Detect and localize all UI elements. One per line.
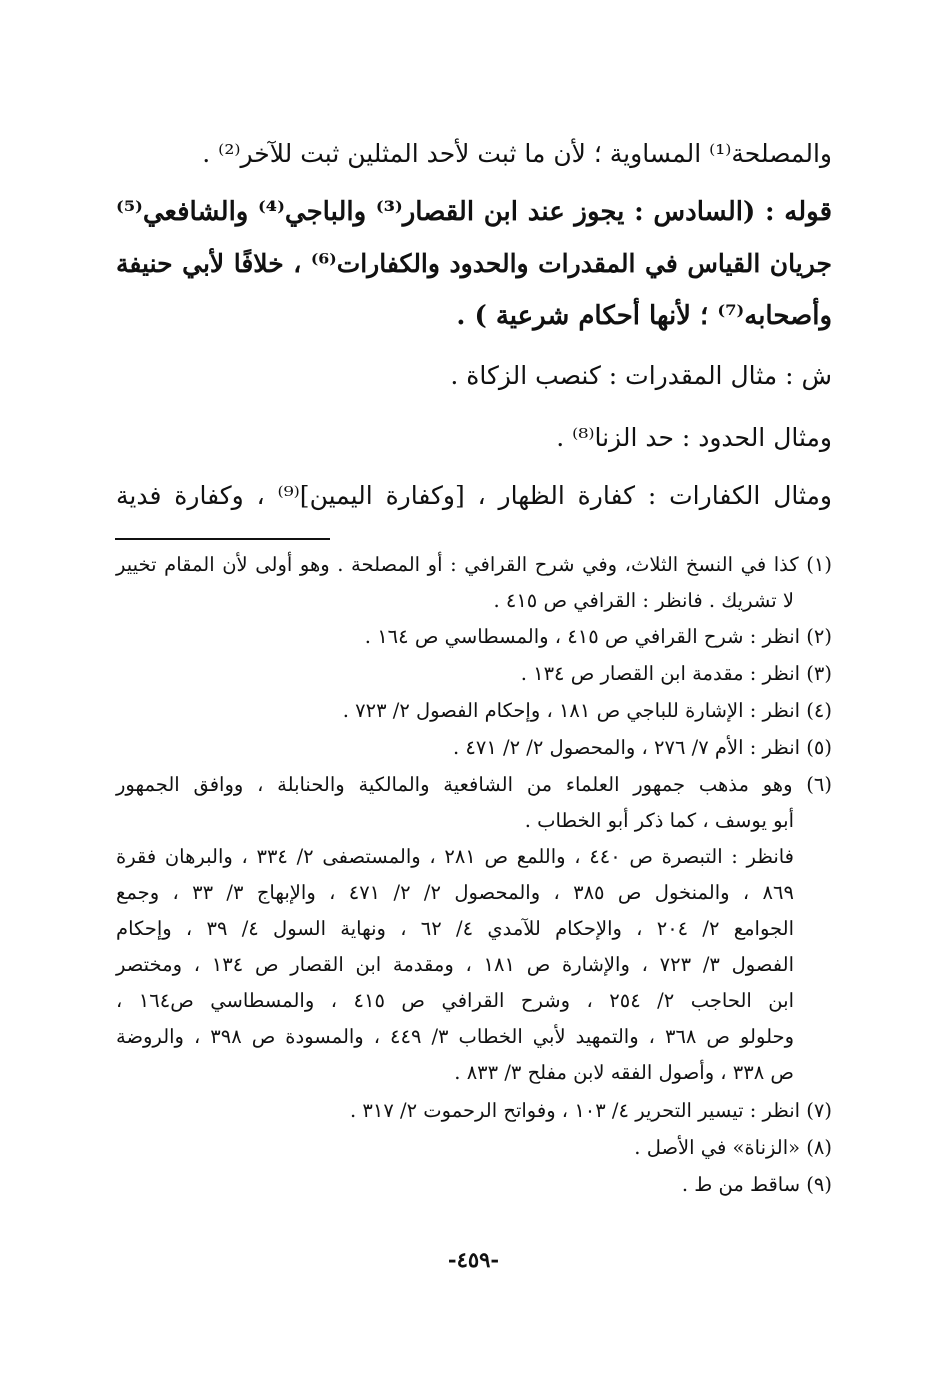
footnote-line: أبو يوسف ، كما ذكر أبو الخطاب . bbox=[524, 809, 794, 832]
footnote-line: لا تشريك . فانظر : القرافي ص ٤١٥ . bbox=[493, 589, 794, 612]
footnote-line: (٥) انظر : الأم ٧/ ٢٧٦ ، والمحصول ٢/ ٢/ ٤٧١ . bbox=[452, 736, 832, 759]
footnote-line: وحلولو ص ٣٦٨ ، والتمهيد لأبي الخطاب ٣/ ٤٤٩ ، والمسودة ص ٣٩٨ ، والروضة bbox=[116, 1025, 794, 1048]
footnote-line: (٧) انظر : تيسير التحرير ٤/ ١٠٣ ، وفواتح الرحموت ٢/ ٣١٧ . bbox=[350, 1099, 832, 1122]
footnote-divider bbox=[115, 538, 330, 540]
footnote-line: ٨٦٩ ، والمنخول ص ٣٨٥ ، والمحصول ٢/ ٢/ ٤٧١ ، والإبهاج ٣/ ٣٣ ، وجمع bbox=[116, 881, 794, 904]
page-number: -٤٥٩- bbox=[447, 1247, 500, 1272]
footnote-line: (٩) ساقط من ط . bbox=[681, 1173, 832, 1196]
quoted-text-line: وأصحابه⁽⁷⁾ ؛ لأنها أحكام شرعية ) . bbox=[456, 301, 832, 331]
footnote-line: ص ٣٣٨ ، وأصول الفقه لابن مفلح ٣/ ٨٣٣ . bbox=[454, 1061, 794, 1084]
footnote-line: (٣) انظر : مقدمة ابن القصار ص ١٣٤ . bbox=[520, 662, 832, 685]
footnote-line: ابن الحاجب ٢/ ٢٥٤ ، وشرح القرافي ص ٤١٥ ، والمسطاسي ص١٦٤ ، bbox=[116, 989, 794, 1012]
footnote-line: فانظر : التبصرة ص ٤٤٠ ، واللمع ص ٢٨١ ، والمستصفى ٢/ ٣٣٤ ، والبرهان فقرة bbox=[116, 845, 795, 868]
footnote-line: (٤) انظر : الإشارة للباجي ص ١٨١ ، وإحكام الفصول ٢/ ٧٢٣ . bbox=[342, 699, 832, 722]
footnote-line: (٨) «الزناة» في الأصل . bbox=[634, 1136, 832, 1159]
body-line: والمصلحة⁽¹⁾ المساوية ؛ لأن ما ثبت لأحد المثلين ثبت للآخر⁽²⁾ . bbox=[202, 139, 832, 168]
body-line: ومثال الحدود : حد الزنا⁽⁸⁾ . bbox=[556, 423, 832, 452]
body-line: ش : مثال المقدرات : كنصب الزكاة . bbox=[450, 361, 832, 390]
quoted-text-line: قوله : (السادس : يجوز عند ابن القصار⁽³⁾ والباجي⁽⁴⁾ والشافعي⁽⁵⁾ bbox=[116, 197, 832, 227]
body-line: ومثال الكفارات : كفارة الظهار ، [وكفارة اليمين]⁽⁹⁾ ، وكفارة فدية bbox=[116, 481, 832, 510]
quoted-text-line: جريان القياس في المقدرات والحدود والكفارات⁽⁶⁾ ، خلافًا لأبي حنيفة bbox=[116, 249, 832, 278]
footnote-line: (٦) وهو مذهب جمهور العلماء من الشافعية والمالكية والحنابلة ، ووافق الجمهور bbox=[116, 773, 832, 796]
footnote-line: (١) كذا في النسخ الثلاث، وفي شرح القرافي : أو المصلحة . وهو أولى لأن المقام تخيير bbox=[116, 553, 832, 576]
footnote-line: الجوامع ٢/ ٢٠٤ ، والإحكام للآمدي ٤/ ٦٢ ، ونهاية السول ٤/ ٣٩ ، وإحكام bbox=[116, 917, 794, 940]
footnote-line: (٢) انظر : شرح القرافي ص ٤١٥ ، والمسطاسي ص ١٦٤ . bbox=[364, 625, 832, 648]
footnote-line: الفصول ٣/ ٧٢٣ ، والإشارة ص ١٨١ ، ومقدمة ابن القصار ص ١٣٤ ، ومختصر bbox=[116, 953, 794, 976]
